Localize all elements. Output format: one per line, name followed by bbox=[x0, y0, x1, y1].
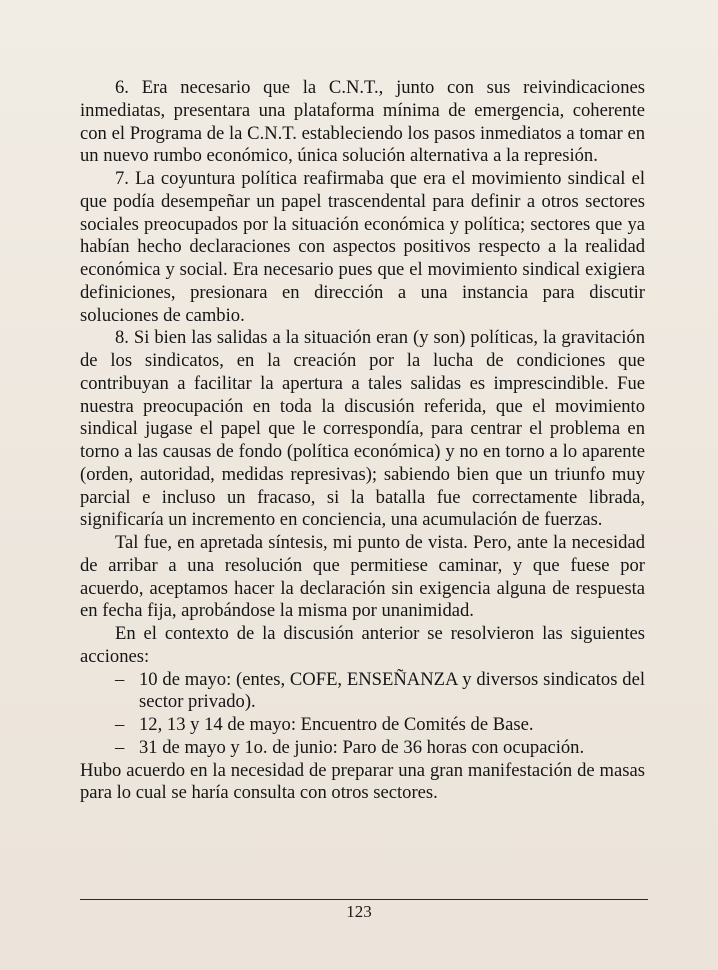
actions-list bbox=[80, 669, 645, 760]
footer-rule bbox=[80, 899, 648, 900]
paragraph-6: 6. Era necesario que la C.N.T., junto con sus reivindicaciones inmediatas, presentara una plataforma mínima de emergencia, coherente con el Programa de la C.N.T. estableciendo los pasos inmediatos a tomar en un nuevo rumbo económico, única solución alternativa a la represión. bbox=[80, 77, 645, 167]
paragraph-actions-intro: En el contexto de la discusión anterior se resolvieron las siguientes acciones: bbox=[80, 623, 645, 667]
paragraph-8: 8. Si bien las salidas a la situación eran (y son) políticas, la gravitación de los sindicatos, en la creación por la lucha de condiciones que contribuyan a facilitar la apertura a tales salidas es imprescindible. Fue nuestra preocupación en toda la discusión referida, que el movimiento sindical jugase el papel que le correspondía, para centrar el problema en torno a las causas de fondo (política económica) y no en torno a lo aparente (orden, autoridad, medidas represivas); sabiendo bien que un triunfo muy parcial e incluso un fracaso, si la batalla fue correctamente librada, significaría un incremento en conciencia, una acumulación de fuerzas. bbox=[80, 327, 645, 531]
list-item: – 31 de mayo y 1o. de junio: Paro de 36 horas con ocupación. bbox=[115, 736, 585, 758]
dash-marker: – bbox=[115, 714, 125, 735]
list-item: – 12, 13 y 14 de mayo: Encuentro de Comités de Base. bbox=[115, 714, 534, 735]
paragraph-7: 7. La coyuntura política reafirmaba que era el movimiento sindical el que podía desempeñar un papel trascendental para definir a otros sectores sociales preocupados por la situación económica y política; sectores que ya habían hecho declaraciones con aspectos positivos respecto a la realidad económica y social. Era necesario pues que el movimiento sindical exigiera definiciones, presionara en dirección a una instancia para discutir soluciones de cambio. bbox=[80, 168, 645, 326]
body-text bbox=[80, 77, 645, 805]
closing-paragraph: Hubo acuerdo en la necesidad de preparar una gran manifestación de masas para lo cual se haría consulta con otros sectores. bbox=[80, 759, 645, 804]
dash-marker: – bbox=[115, 668, 125, 690]
paragraph-synthesis: Tal fue, en apretada síntesis, mi punto de vista. Pero, ante la necesidad de arribar a una resolución que permitiese caminar, y que fuese por acuerdo, aceptamos hacer la declaración sin exigencia alguna de respuesta en fecha fija, aprobándose la misma por unanimidad. bbox=[80, 532, 645, 622]
dash-marker: – bbox=[115, 736, 125, 758]
list-item: – 10 de mayo: (entes, COFE, ENSEÑANZA y diversos sindicatos del sector privado). bbox=[115, 668, 645, 713]
page-number: 123 bbox=[346, 902, 372, 921]
